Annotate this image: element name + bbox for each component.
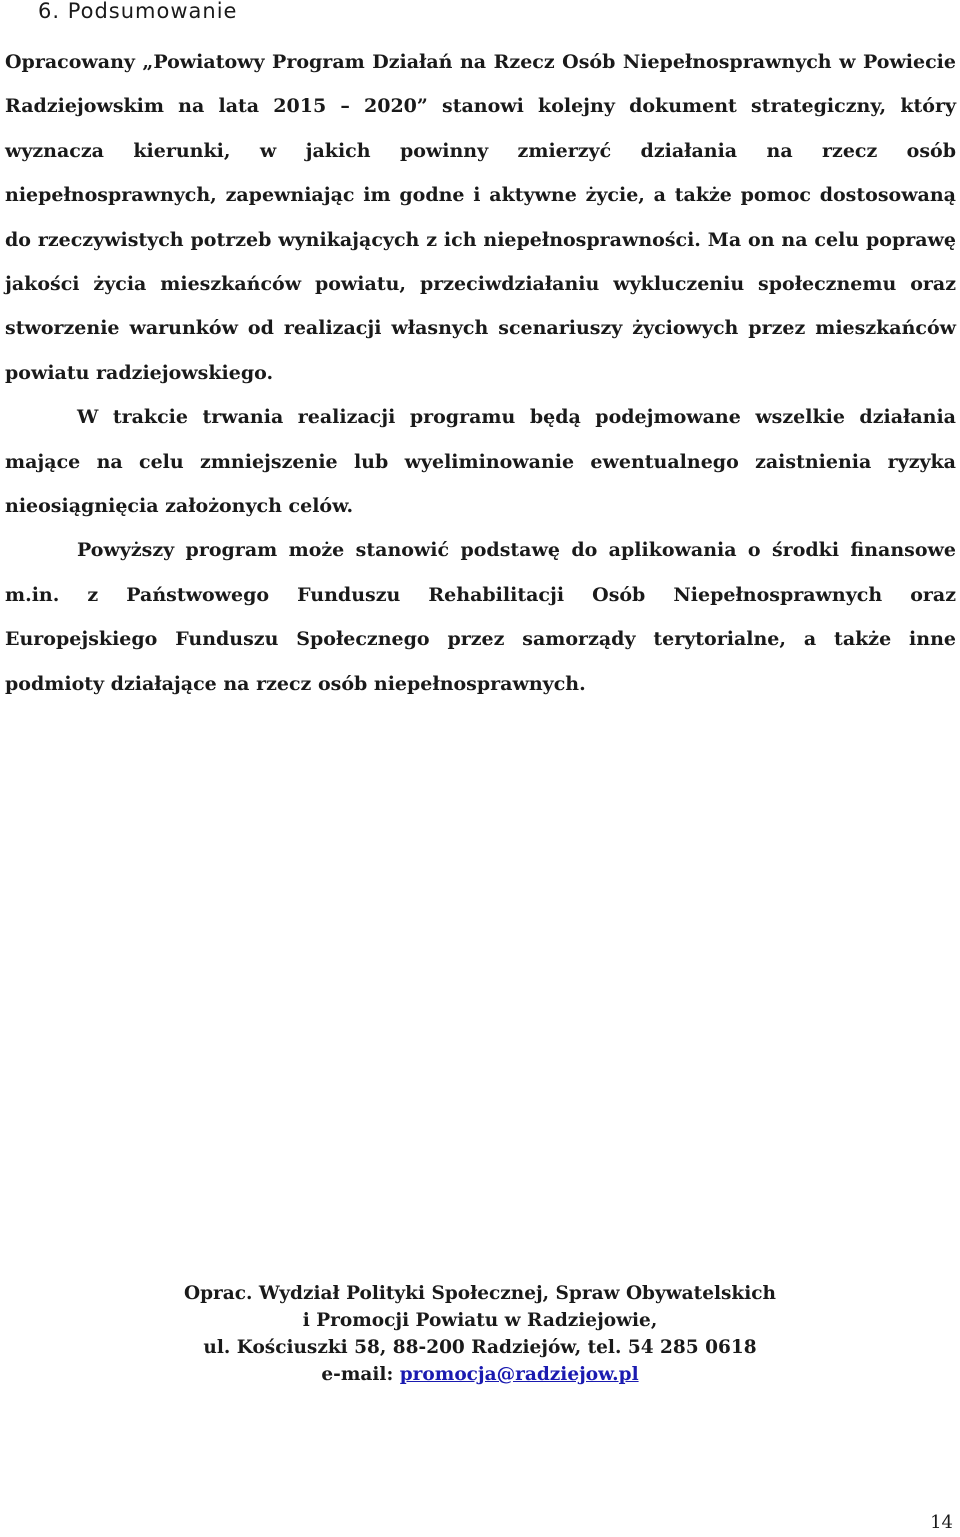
footer-address: ul. Kościuszki 58, 88-200 Radziejów, tel. 54 285 0618 [203, 1337, 757, 1358]
summary-body [5, 40, 956, 706]
email-link[interactable]: promocja@radziejow.pl [399, 1364, 639, 1385]
footer-department: Oprac. Wydział Polityki Społecznej, Spraw Obywatelskich [184, 1283, 776, 1304]
paragraph-program-description: Opracowany „Powiatowy Program Działań na Rzecz Osób Niepełnosprawnych w Powiecie Radziejowskim na lata 2015 – 2020” stanowi kolejny dokument strategiczny, który wyznacza kierunki, w jakich powinny zmierzyć działania na rzecz osób niepełnosprawnych, zapewniając im godne i aktywne życie, a także pomoc dostosowaną do rzeczywistych potrzeb wynikających z ich niepełnosprawności. Ma on na celu poprawę jakości życia mieszkańców powiatu, przeciwdziałaniu wykluczeniu społecznemu oraz stworzenie warunków od realizacji własnych scenariuszy życiowych przez mieszkańców powiatu radziejowskiego. [5, 51, 956, 384]
paragraph-funding: Powyższy program może stanowić podstawę do aplikowania o środki finansowe m.in. z Państwowego Funduszu Rehabilitacji Osób Niepełnosprawnych oraz Europejskiego Funduszu Społecznego przez samorządy terytorialne, a także inne podmioty działające na rzecz osób niepełnosprawnych. [5, 539, 956, 695]
footer-department-cont: i Promocji Powiatu w Radziejowie, [302, 1310, 658, 1331]
page-number: 14 [930, 1512, 953, 1533]
document-footer [0, 1280, 960, 1388]
section-heading: 6. Podsumowanie [38, 0, 238, 23]
footer-email-line [0, 1361, 960, 1388]
paragraph-risk-mitigation: W trakcie trwania realizacji programu będą podejmowane wszelkie działania mające na celu zmniejszenie lub wyeliminowanie ewentualnego zaistnienia ryzyka nieosiągnięcia założonych celów. [5, 406, 956, 518]
footer-email-label: e-mail: [321, 1364, 400, 1385]
